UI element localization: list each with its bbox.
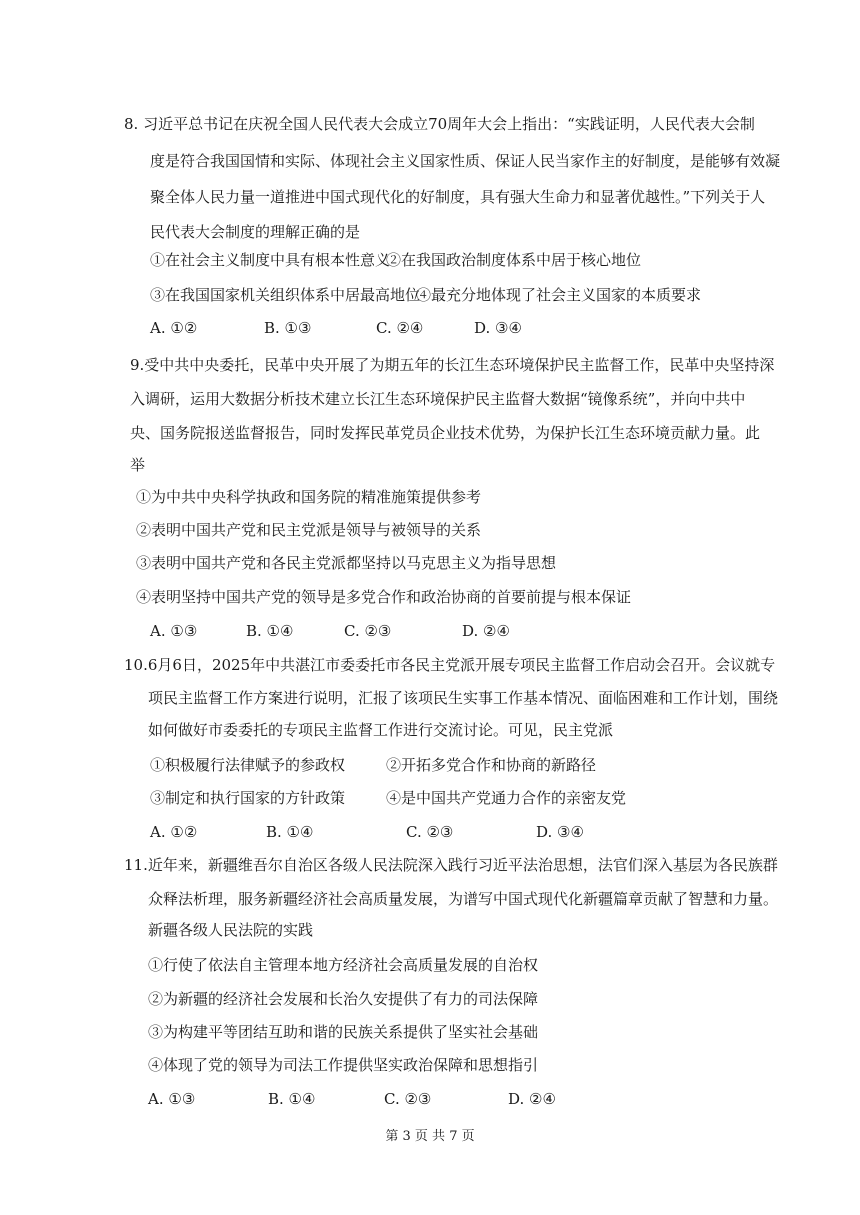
page-footer: 第 3 页 共 7 页 [385, 1129, 475, 1144]
question-stem-line: 10.6月6日，2025年中共湛江市委委托市各民主党派开展专项民主监督工作启动会召开。会议就专 [124, 656, 776, 674]
statement-option: ①在社会主义制度中具有根本性意义 [150, 251, 391, 269]
question-stem-line: 项民主监督工作方案进行说明，汇报了该项民生实事工作基本情况、面临困难和工作计划，围绕 [148, 689, 779, 707]
answer-choice-a: A. ①② [150, 319, 198, 337]
question-stem-line: 央、国务院报送监督报告，同时发挥民革党员企业技术优势，为保护长江生态环境贡献力量。此 [130, 424, 761, 442]
answer-choice-b: B. ①④ [266, 823, 314, 841]
statement-option: ①为中共中央科学执政和国务院的精准施策提供参考 [136, 488, 482, 506]
answer-choice-a: A. ①② [150, 823, 198, 841]
statement-option: ④是中国共产党通力合作的亲密友党 [386, 789, 627, 807]
answer-choice-c: C. ②③ [344, 622, 392, 640]
answer-choice-d: D. ③④ [536, 823, 584, 841]
question-stem-line: 众释法析理，服务新疆经济社会高质量发展，为谱写中国式现代化新疆篇章贡献了智慧和力量。 [148, 890, 779, 908]
answer-choice-c: C. ②④ [376, 319, 424, 337]
answer-choice-a: A. ①③ [150, 622, 198, 640]
answer-choice-d: D. ②④ [462, 622, 510, 640]
question-stem-line: 新疆各级人民法院的实践 [148, 921, 314, 939]
statement-option: ③在我国国家机关组织体系中居最高地位 [150, 286, 421, 304]
question-stem-line: 8. 习近平总书记在庆祝全国人民代表大会成立70周年大会上指出：“实践证明，人民代表大会制 [124, 115, 755, 133]
statement-option: ①积极履行法律赋予的参政权 [150, 756, 346, 774]
answer-choice-b: B. ①④ [268, 1090, 316, 1108]
statement-option: ①行使了依法自主管理本地方经济社会高质量发展的自治权 [148, 956, 539, 974]
statement-option: ③制定和执行国家的方针政策 [150, 789, 346, 807]
question-stem-line: 民代表大会制度的理解正确的是 [150, 223, 361, 241]
statement-option: ④最充分地体现了社会主义国家的本质要求 [416, 286, 702, 304]
statement-option: ②为新疆的经济社会发展和长治久安提供了有力的司法保障 [148, 990, 539, 1008]
question-stem-line: 举 [130, 456, 146, 474]
answer-choice-c: C. ②③ [384, 1090, 432, 1108]
statement-option: ③表明中国共产党和各民主党派都坚持以马克思主义为指导思想 [136, 554, 557, 572]
statement-option: ②开拓多党合作和协商的新路径 [386, 756, 597, 774]
question-stem-line: 如何做好市委委托的专项民主监督工作进行交流讨论。可见，民主党派 [148, 721, 614, 739]
question-stem-line: 聚全体人民力量一道推进中国式现代化的好制度，具有强大生命力和显著优越性。”下列关于人 [150, 188, 766, 206]
question-stem-line: 9.受中共中央委托，民革中央开展了为期五年的长江生态环境保护民主监督工作，民革中央坚持深 [130, 356, 775, 374]
question-stem-line: 11.近年来，新疆维吾尔自治区各级人民法院深入践行习近平法治思想，法官们深入基层为各民族群 [124, 856, 778, 874]
answer-choice-d: D. ②④ [508, 1090, 556, 1108]
statement-option: ④表明坚持中国共产党的领导是多党合作和政治协商的首要前提与根本保证 [136, 588, 632, 606]
answer-choice-a: A. ①③ [148, 1090, 196, 1108]
statement-option: ④体现了党的领导为司法工作提供坚实政治保障和思想指引 [148, 1056, 539, 1074]
statement-option: ②表明中国共产党和民主党派是领导与被领导的关系 [136, 521, 482, 539]
answer-choice-d: D. ③④ [474, 319, 522, 337]
statement-option: ②在我国政治制度体系中居于核心地位 [386, 251, 642, 269]
statement-option: ③为构建平等团结互助和谐的民族关系提供了坚实社会基础 [148, 1023, 539, 1041]
answer-choice-b: B. ①③ [264, 319, 312, 337]
question-stem-line: 度是符合我国国情和实际、体现社会主义国家性质、保证人民当家作主的好制度，是能够有效凝 [150, 152, 781, 170]
answer-choice-c: C. ②③ [406, 823, 454, 841]
answer-choice-b: B. ①④ [246, 622, 294, 640]
question-stem-line: 入调研，运用大数据分析技术建立长江生态环境保护民主监督大数据“镜像系统”，并向中共中 [130, 390, 746, 408]
